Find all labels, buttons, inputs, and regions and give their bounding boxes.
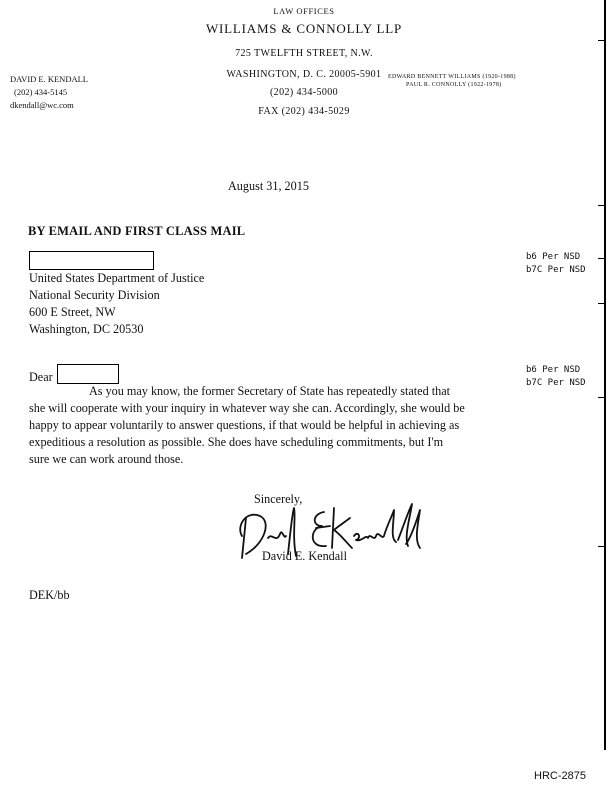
redaction-codes-recipient [526,251,586,277]
margin-tick [598,205,606,206]
redaction-code: b7C Per NSD [526,378,586,388]
redaction-code: b6 Per NSD [526,252,581,262]
signature-name: David E. Kendall [262,549,347,563]
body-line-4: expeditious a resolution as possible. She does have scheduling commitments, but I'm [29,435,444,449]
recipient-address [29,270,204,338]
sender-block [10,73,150,112]
body-line-5: sure we can work around those. [29,452,184,466]
sender-phone: (202) 434-5145 [14,87,68,97]
margin-tick [598,546,606,547]
redaction-codes-salutation [526,364,586,390]
founder-2: PAUL R. CONNOLLY (1922-1978) [406,82,502,88]
typist-initials: DEK/bb [29,588,70,602]
recipient-line-3: 600 E Street, NW [29,305,116,319]
sender-name: DAVID E. KENDALL [10,74,88,84]
margin-rule [604,0,606,750]
margin-tick [598,40,606,41]
margin-tick [598,397,606,398]
recipient-line-4: Washington, DC 20530 [29,322,144,336]
founder-1: EDWARD BENNETT WILLIAMS (1920-1988) [388,74,516,80]
body-line-1: As you may know, the former Secretary of State has repeatedly stated that [89,384,450,398]
firm-name: WILLIAMS & CONNOLLY LLP [205,21,403,36]
margin-tick [598,303,606,304]
closing: Sincerely, [254,492,303,506]
sender-email: dkendall@wc.com [10,100,74,110]
delivery-method: BY EMAIL AND FIRST CLASS MAIL [28,224,246,238]
founders-block [388,73,578,89]
salutation: Dear [29,370,53,384]
recipient-line-2: National Security Division [29,288,160,302]
firm-fax: FAX (202) 434-5029 [258,106,350,117]
redaction-box-salutation [57,364,119,384]
letterhead-kicker: LAW OFFICES [273,6,335,16]
letter-body [29,383,509,468]
body-line-2: she will cooperate with your inquiry in whatever way she can. Accordingly, she would be [29,401,465,415]
firm-street: 725 TWELFTH STREET, N.W. [235,48,373,59]
redaction-code: b6 Per NSD [526,365,581,375]
document-id: HRC-2875 [534,770,586,782]
letter-date: August 31, 2015 [228,179,309,193]
body-line-3: happy to appear voluntarily to answer questions, if that would be helpful in achieving as [29,418,460,432]
margin-tick [598,258,606,259]
firm-phone: (202) 434-5000 [269,87,339,98]
recipient-line-1: United States Department of Justice [29,271,205,285]
redaction-code: b7C Per NSD [526,265,586,275]
redaction-box-recipient [29,251,154,270]
firm-city: WASHINGTON, D. C. 20005-5901 [226,69,382,80]
